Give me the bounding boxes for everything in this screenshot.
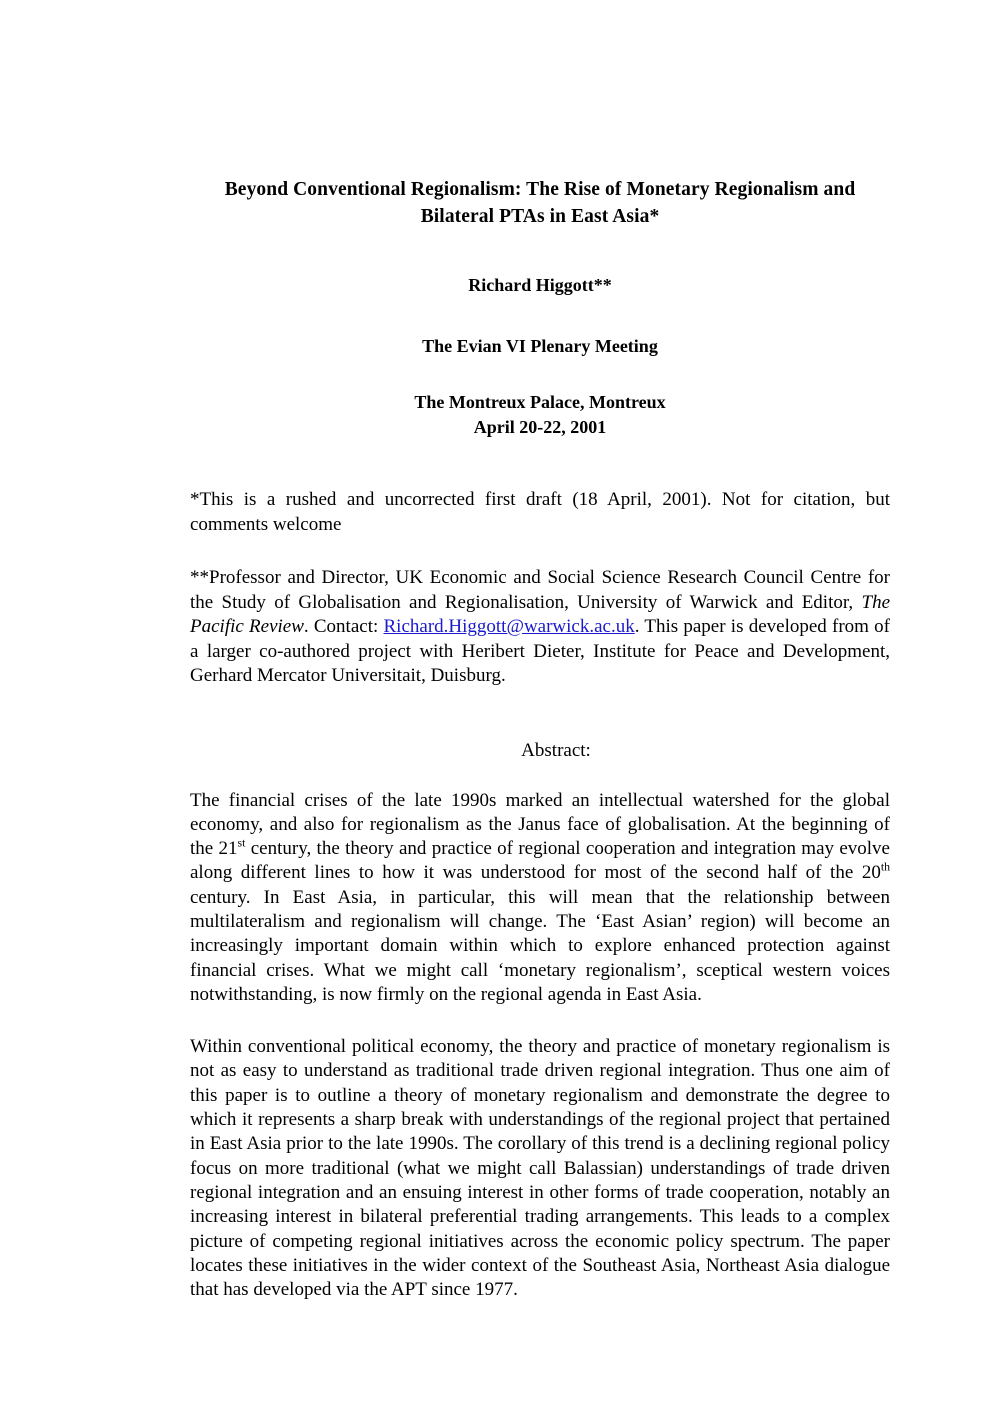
document-content-column <box>190 0 890 1302</box>
ordinal-suffix-20th: th <box>880 861 890 875</box>
page-title <box>190 176 890 230</box>
abstract-text-a: The financial crises of the late 1990s marked an intellectual watershed for the global economy, and also for regionalism as the Janus face of globalisation. At the beginning of the 21 <box>190 789 890 860</box>
footnote-contact-label: . Contact: <box>303 616 384 637</box>
ordinal-suffix-21st: st <box>237 836 246 850</box>
venue-location: The Montreux Palace, Montreux <box>414 392 666 412</box>
meeting-name: The Evian VI Plenary Meeting <box>422 336 658 356</box>
footnote-double-star <box>190 537 890 689</box>
abstract-text-b: century, the theory and practice of regional cooperation and integration may evolve along different lines to how it was understood for most of the second half of the 20 <box>190 838 890 884</box>
venue-dates: April 20-22, 2001 <box>473 417 607 437</box>
venue-block <box>190 358 890 440</box>
abstract-paragraph-1 <box>190 763 890 1008</box>
title-line-2: Bilateral PTAs in East Asia* <box>420 206 660 227</box>
footnote-project-text: . This paper is developed from of a larger co-authored project with Heribert Dieter, Institute for Peace and Development, Gerhard Mercator Universitait, Duisburg. <box>190 616 890 686</box>
author-email-link[interactable]: Richard.Higgott@warwick.ac.uk <box>383 616 635 637</box>
abstract-heading: Abstract: <box>521 739 591 761</box>
abstract-text-c: century. In East Asia, in particular, this will mean that the relationship between multilateralism and regionalism will change. The ‘East Asian’ region) will become an increasingly important domain within which to explore enhanced protection against financial crises. What we might call ‘monetary regionalism’, sceptical western voices notwithstanding, is now firmly on the regional agenda in East Asia. <box>190 886 890 1005</box>
footnote-single-star: *This is a rushed and uncorrected first draft (18 April, 2001). Not for citation, but comments welcome <box>190 489 890 535</box>
footnote-affiliation-text: **Professor and Director, UK Economic and Social Science Research Council Centre for the Study of Globalisation and Regionalisation, University of Warwick and Editor, <box>190 567 890 613</box>
author-name: Richard Higgott** <box>468 275 612 295</box>
title-line-1: Beyond Conventional Regionalism: The Rise of Monetary Regionalism and <box>224 179 856 200</box>
title-block <box>190 176 890 230</box>
journal-title: The Pacific Review <box>190 591 890 637</box>
abstract-paragraph-2: Within conventional political economy, the theory and practice of monetary regionalism is not as easy to understand as traditional trade driven regional integration. Thus one aim of this paper is to outline a theory of monetary regionalism and demonstrate the degree to which it represents a sharp break with understandings of the regional project that pertained in East Asia prior to the late 1990s. The corollary of this trend is a declining regional policy focus on more traditional (what we might call Balassian) understandings of trade driven regional integration and an ensuing interest in other forms of trade cooperation, notably an increasing interest in bilateral preferential trading arrangements. This leads to a complex picture of competing regional initiatives across the economic policy spectrum. The paper locates these initiatives in the wider context of the Southeast Asia, Northeast Asia dialogue that has developed via the APT since 1977. <box>190 1036 890 1301</box>
